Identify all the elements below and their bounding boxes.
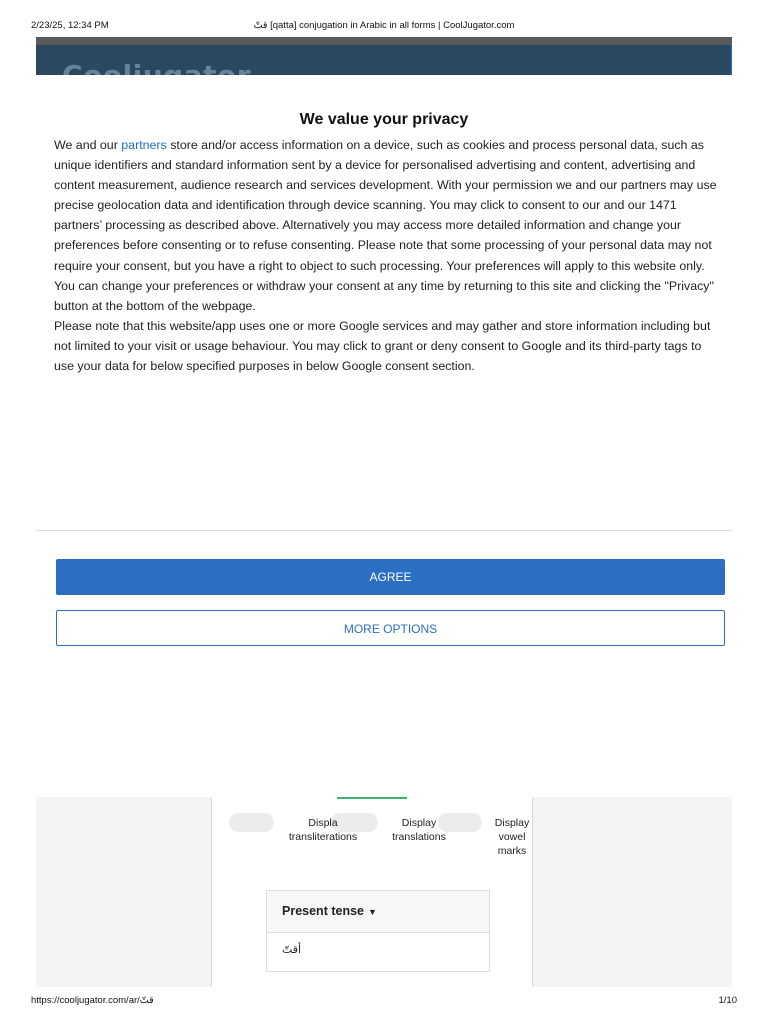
print-page-number: 1/10 [718,995,737,1006]
consent-body [54,135,719,376]
transliteration-toggle[interactable] [229,813,274,832]
tense-label: Present tense [282,904,364,918]
consent-title: We value your privacy [299,111,469,128]
present-tense-table [266,890,490,972]
translation-option-label: Display translations [392,817,446,843]
consent-intro [54,135,719,316]
print-footer [0,988,768,1024]
print-datetime: 2/23/25, 12:34 PM [31,20,109,31]
active-indicator [337,797,407,799]
consent-divider [36,530,732,531]
tense-selector[interactable] [267,891,489,933]
more-options-button[interactable]: MORE OPTIONS [56,610,725,646]
print-page-title: قتّ [qatta] conjugation in Arabic in all forms | CoolJugator.com [253,20,515,31]
google-consent-notice: Please note that this website/app uses one or more Google services and may gather and store information including but not limited to your visit or usage behaviour. You may click to grant or deny consent to Google and its third-party tags to use your data for below specified purposes in below Google consent section. [54,318,711,374]
print-header [0,0,768,36]
table-row: أقتّ [282,943,302,956]
caret-down-icon: ▼ [367,907,377,917]
consent-intro-start: We and our [54,138,122,152]
agree-button[interactable]: AGREE [56,559,725,595]
vowel-marks-option-label: Display vowel marks [494,817,530,857]
privacy-consent-dialog [36,75,732,665]
partners-link[interactable]: partners [121,138,167,152]
site-header [36,37,732,75]
consent-intro-rest: store and/or access information on a device, such as cookies and process personal data, such as unique identifiers and standard information sent by a device for personalised advertising and content, advertising and content measurement, audience research and services development. With your permission we and our partners may use precise geolocation data and identification through device scanning. You may click to consent to our and our 1471 partners’ processing as described above. Alternatively you may access more detailed information and change your preferences before consenting or to refuse consenting. Please note that some processing of your personal data may not require your consent, but you have a right to object to such processing. Your preferences will apply to this website only. You can change your preferences or withdraw your consent at any time by returning to this site and clicking the "Privacy" button at the bottom of the webpage. [54,138,717,313]
print-url: https://cooljugator.com/ar/قتّ [31,995,154,1006]
transliteration-option-label: Displa transliterations [288,817,358,843]
